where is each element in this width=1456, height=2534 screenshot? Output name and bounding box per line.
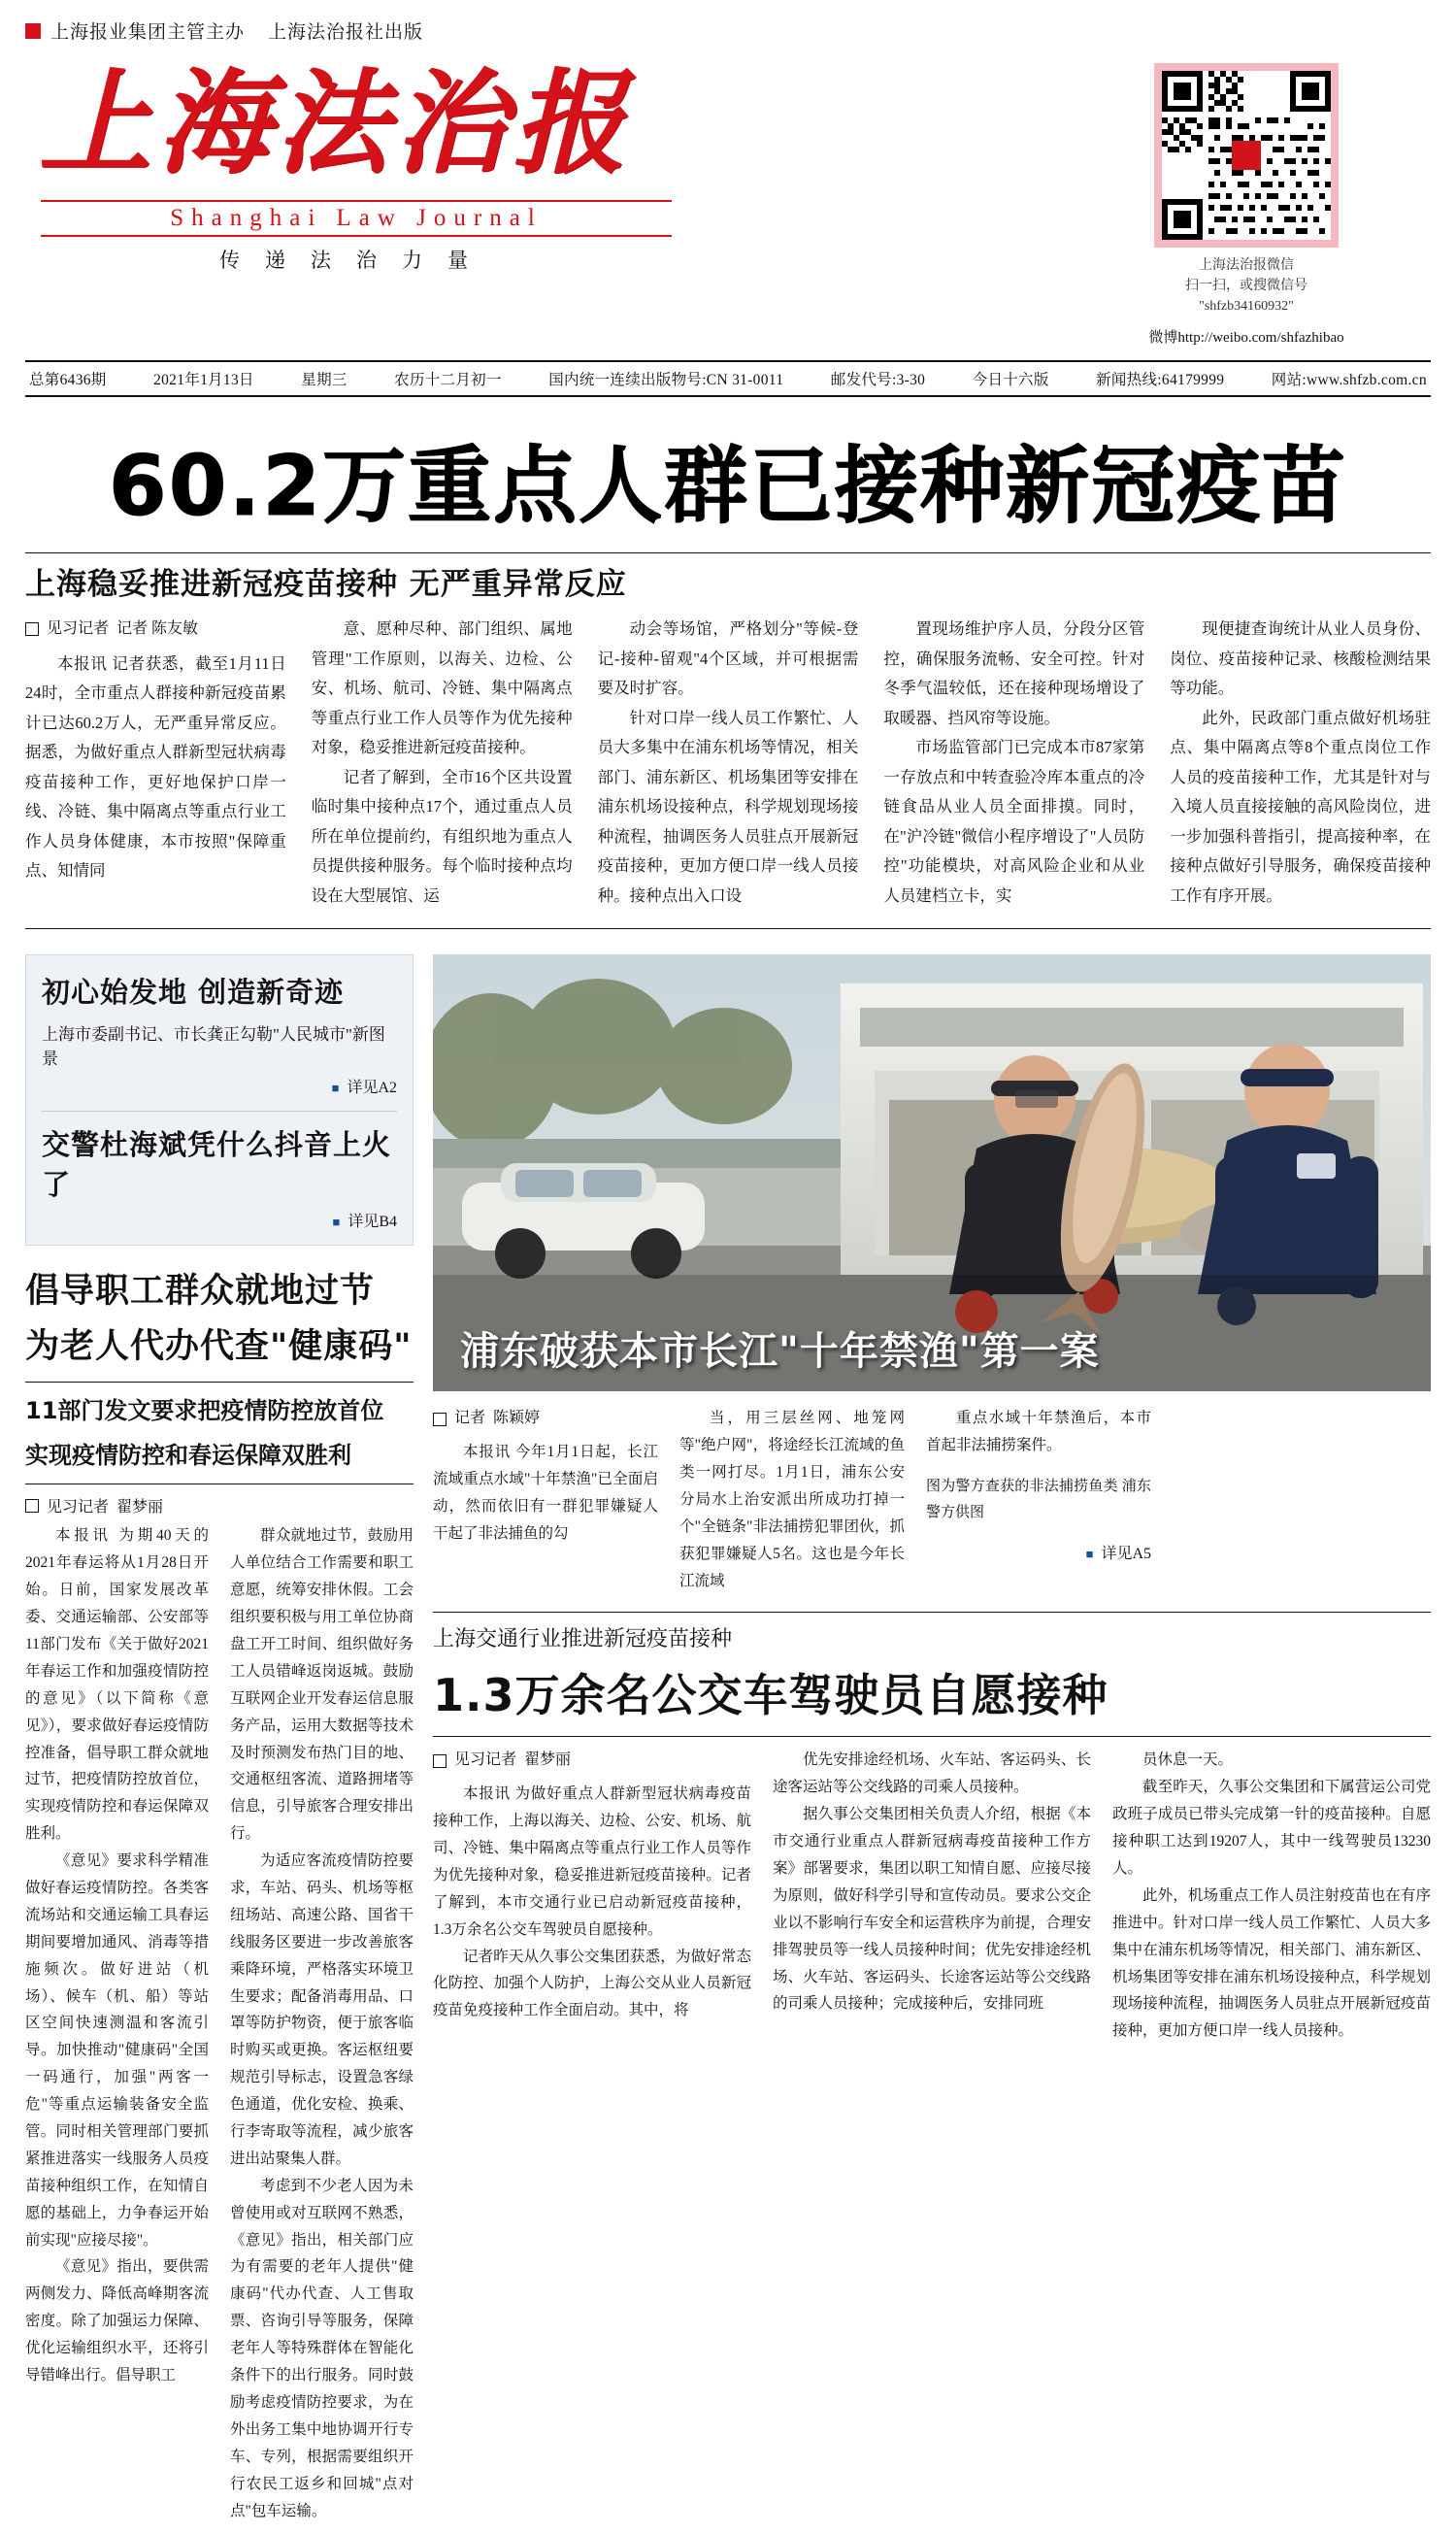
middle-band — [25, 954, 1431, 2524]
lead-byline — [25, 615, 286, 644]
news-hotline: 新闻热线:64179999 — [1096, 372, 1225, 388]
news-photo — [433, 954, 1431, 1391]
photo-story-byline — [433, 1405, 658, 1433]
byline-square-icon — [25, 1499, 39, 1513]
weibo-url: 微博http://weibo.com/shfazhibao — [1148, 330, 1344, 346]
byline-square-icon — [25, 622, 39, 636]
left-article-paragraph: 《意见》要求科学精准做好春运疫情防控。各类客流场站和交通运输工具春运期间要增加通风、消毒等措施频次。做好进站（机场）、候车（机、船）等站区空间快速测温和客流引导。加快推动"健康码"全国一码通行，加强"两客一危"等重点运输装备安全监管。同时相关管理部门要抓紧推进落实一线服务人员疫苗接种组织工作，在知情自愿的基础上，力争春运开始前实现"应接尽接"。 — [25, 1852, 209, 2249]
left-article-byline-name: 翟梦丽 — [116, 1499, 164, 1517]
photo-story-column-3 — [926, 1405, 1151, 1594]
promo-divider — [42, 1111, 397, 1112]
photo-story-column-4 — [1173, 1405, 1398, 1594]
bottom-column-2 — [773, 1747, 1091, 2045]
lead-paragraph: 针对口岸一线人员工作繁忙、人员大多集中在浦东机场等情况，相关部门、浦东新区、机场集团等安排在浦东机场设接种点，科学规划现场接种流程，抽调医务人员驻点开展新冠疫苗接种，更加方便口岸一线人员接种。接种点出入口设 — [597, 708, 859, 905]
bottom-column-1 — [433, 1747, 751, 2045]
left-article-byline-prefix: 见习记者 — [47, 1499, 110, 1517]
newspaper-title-en: Shanghai Law Journal — [170, 205, 543, 231]
left-article-paragraph: 考虑到不少老人因为未曾使用或对互联网不熟悉，《意见》指出，相关部门应为有需要的老年人提供"健康码"代办代查、人工售取票、咨询引导等服务，保障老年人等特殊群体在智能化条件下的出行服务。同时鼓励考虑疫情防控要求，为在外出务工集中地协调开行专车、专列，根据需要组织开行农民工返乡和回城"点对点"包车运输。 — [230, 2177, 414, 2519]
qr-code — [1154, 63, 1339, 248]
photo-headline: 浦东破获本市长江"十年禁渔"第一案 — [460, 1329, 1100, 1375]
left-article-rule — [25, 1382, 414, 1383]
promo-subtitle-1: 上海市委副书记、市长龚正勾勒"人民城市"新图景 — [42, 1025, 385, 1069]
bottom-article-columns — [433, 1747, 1431, 2045]
promo-more-1[interactable] — [42, 1075, 397, 1097]
qr-caption — [1062, 255, 1431, 317]
masthead-left — [25, 50, 744, 274]
bottom-headline: 1.3万余名公交车驾驶员自愿接种 — [433, 1669, 1109, 1722]
bottom-paragraph: 本报讯 为做好重点人群新型冠状病毒疫苗接种工作，上海以海关、边检、公安、机场、航司、冷链、集中隔离点等重点行业工作人员等作为优先接种对象，稳妥推进新冠疫苗接种。记者了解到，本市交通行业已启动新冠疫苗接种，1.3万余名公交车驾驶员自愿接种。 — [433, 1785, 751, 1938]
bottom-headline-rule — [433, 1736, 1431, 1737]
left-article-byline — [25, 1494, 414, 1517]
left-column — [25, 954, 414, 2524]
bottom-kicker: 上海交通行业推进新冠疫苗接种 — [433, 1627, 733, 1652]
square-bullet-icon: ■ — [1085, 1546, 1094, 1561]
promo-more-1-label: 详见A2 — [347, 1080, 397, 1097]
website-url: 网站:www.shfzb.com.cn — [1271, 372, 1427, 388]
issue-date: 2021年1月13日 — [153, 372, 254, 388]
promo-more-2-label: 详见B4 — [347, 1214, 397, 1231]
promo-title-2: 交警杜海斌凭什么抖音上火了 — [42, 1128, 392, 1202]
left-article-columns — [25, 1522, 414, 2524]
photo-story-byline-name: 陈颖婷 — [493, 1410, 541, 1427]
lead-column-1 — [25, 615, 286, 911]
left-article-title-line2: 为老人代办代查"健康码" — [25, 1326, 413, 1366]
byline-square-icon — [433, 1413, 447, 1426]
photo-story-paragraph: 当，用三层丝网、地笼网等"绝户网"，将途经长江流域的鱼类一网打尽。1月1日，浦东公安分局水上治安派出所成功打掉一个"全链条"非法捕捞犯罪团伙，抓获犯罪嫌疑人5名。这也是今年长江流域 — [679, 1410, 905, 1589]
lead-paragraph: 动会等场馆，严格划分"等候-登记-接种-留观"4个区域，并可根据需要及时扩容。 — [597, 619, 859, 698]
lead-paragraph: 意、愿种尽种、部门组织、属地管理"工作原则，以海关、边检、公安、机场、航司、冷链、集中隔离点等重点行业工作人员等作为优先接种对象，稳妥推进新冠疫苗接种。 — [311, 619, 573, 757]
left-article-title-line1: 倡导职工群众就地过节 — [25, 1272, 376, 1312]
publisher-strip — [0, 0, 1456, 50]
issue-lunar-date: 农历十二月初一 — [394, 372, 502, 388]
bottom-section-divider — [433, 1612, 1431, 1613]
publisher-label: 上海法治报社出版 — [268, 22, 424, 43]
photo-story-paragraph: 重点水域十年禁渔后，本市首起非法捕捞案件。 — [926, 1410, 1151, 1454]
byline-square-icon — [433, 1754, 447, 1768]
cn-serial-number: 国内统一连续出版物号:CN 31-0011 — [548, 372, 784, 388]
postal-code: 邮发代号:3-30 — [830, 372, 926, 388]
promo-box — [25, 954, 414, 1246]
qr-caption-line3: "shfzb34160932" — [1199, 299, 1294, 314]
photo-story-columns — [433, 1405, 1431, 1594]
lead-column-5 — [1170, 615, 1431, 911]
newspaper-title-en-frame — [41, 200, 672, 237]
photo-story-byline-prefix: 记者 — [454, 1410, 486, 1427]
qr-caption-line1: 上海法治报微信 — [1199, 258, 1294, 273]
right-column — [433, 954, 1431, 2524]
newspaper-title-cn: 上海法治报 — [39, 57, 631, 189]
page-count: 今日十六版 — [972, 372, 1049, 388]
qr-caption-line2: 扫一扫，或搜微信号 — [1185, 279, 1307, 293]
lead-column-3 — [598, 615, 859, 911]
lead-paragraph: 记者了解到，全市16个区共设置临时集中接种点17个，通过重点人员所在单位提前约，有组织地为重点人员提供接种服务。每个临时接种点均设在大型展馆、运 — [311, 767, 573, 905]
photo-story-more[interactable] — [926, 1541, 1151, 1569]
lead-column-2 — [312, 615, 573, 911]
square-bullet-icon: ■ — [332, 1215, 341, 1230]
bottom-byline — [433, 1747, 751, 1775]
lead-byline-text: 见习记者 — [47, 620, 110, 637]
lead-byline-name: 记者 陈友敏 — [116, 620, 199, 637]
bottom-paragraph: 此外，机场重点工作人员注射疫苗也在有序推进中。针对口岸一线人员工作繁忙、人员大多集中在浦东机场等情况，相关部门、浦东新区、机场集团等安排在浦东机场设接种点，科学规划现场接种流程，抽调医务人员驻点开展新冠疫苗接种，更加方便口岸一线人员接种。 — [1112, 1886, 1431, 2040]
left-article-paragraph: 为适应客流疫情防控要求，车站、码头、机场等枢纽场站、高速公路、国省干线服务区要进一步改善旅客乘降环境，严格落实环境卫生要求；配备消毒用品、口罩等防护物资，便于旅客临时购买或更换。客运枢纽要规范引导标志，设置急客绿色通道，优化安检、换乘、行李寄取等流程，减少旅客进出站聚集人群。 — [230, 1852, 414, 2167]
bottom-paragraph: 截至昨天，久事公交集团和下属营运公司党政班子成员已带头完成第一针的疫苗接种。自愿接种职工达到19207人，其中一线驾驶员13230人。 — [1112, 1779, 1431, 1877]
bottom-paragraph: 优先安排途经机场、火车站、客运码头、长途客运站等公交线路的司乘人员接种。 — [773, 1751, 1091, 1796]
bottom-paragraph: 员休息一天。 — [1142, 1751, 1234, 1769]
left-article-paragraph: 群众就地过节，鼓励用人单位结合工作需要和职工意愿，统筹安排休假。工会组织要积极与用工单位协商盘工开工时间、组织做好务工人员错峰返岗返城。鼓励互联网企业开发春运信息服务产品，运用大数据等技术及时预测发布热门目的地、交通枢纽客流、道路拥堵等信息，引导旅客合理安排出行。 — [230, 1527, 414, 1843]
bottom-column-3 — [1112, 1747, 1431, 2045]
lead-column-4 — [883, 615, 1144, 911]
sponsor-label: 上海报业集团主管主办 — [50, 22, 246, 43]
issue-weekday: 星期三 — [301, 372, 347, 388]
headline-divider — [25, 552, 1431, 553]
photo-story-column-2 — [679, 1405, 905, 1594]
promo-more-2[interactable] — [42, 1209, 397, 1231]
section-divider — [25, 928, 1431, 929]
left-article-sub-1: 11部门发文要求把疫情防控放首位 — [25, 1396, 384, 1424]
masthead — [0, 50, 1456, 347]
qr-code-icon — [1162, 71, 1331, 240]
lead-subheadline: 上海稳妥推进新冠疫苗接种 无严重异常反应 — [25, 567, 627, 602]
bottom-byline-name: 翟梦丽 — [524, 1751, 572, 1769]
promo-title-1: 初心始发地 创造新奇迹 — [42, 976, 345, 1010]
red-square-icon — [25, 23, 41, 39]
left-article-paragraph: 本报讯 为期40天的2021年春运将从1月28日开始。日前，国家发展改革委、交通运输部、公安部等11部门发布《关于做好2021年春运工作和加强疫情防控的意见》（以下简称《意见》），要求做好春运疫情防控准备，倡导职工群众就地过节，把疫情防控放首位，实现疫情防控和春运保障双胜利。 — [25, 1527, 209, 1843]
left-article-paragraph: 《意见》指出，要供需两侧发力、降低高峰期客流密度。除了加强运力保障、优化运输组织水平，还将引导错峰出行。倡导职工 — [25, 2258, 209, 2384]
left-article-sub-2: 实现疫情防控和春运保障双胜利 — [25, 1442, 351, 1470]
lead-paragraph: 此外，民政部门重点做好机场驻点、集中隔离点等8个重点岗位工作人员的疫苗接种工作，尤其是针对与入境人员直接接触的高风险岗位，进一步加强科普指引，提高接种率，在接种点做好引导服务，确保疫苗接种工作有序开展。 — [1170, 708, 1431, 905]
lead-headline: 60.2万重点人群已接种新冠疫苗 — [108, 438, 1348, 535]
left-article-column-1 — [25, 1522, 209, 2524]
issue-number: 总第6436期 — [29, 372, 107, 388]
photo-story-paragraph: 本报讯 今年1月1日起，长江流域重点水域"十年禁渔"已全面启动，然而依旧有一群犯罪嫌疑人干起了非法捕鱼的勾 — [433, 1443, 658, 1542]
bottom-paragraph: 据久事公交集团相关负责人介绍，根据《本市交通行业重点人群新冠病毒疫苗接种工作方案》部署要求，集团以职工知情自愿、应接尽接为原则，做好科学引导和宣传动员。要求公交企业以不影响行车安全和运营秩序为前提，合理安排驾驶员等一线人员接种时间；优先安排途经机场、火车站、客运码头、长途客运站等公交线路的司乘人员接种；完成接种后，安排同班 — [773, 1806, 1091, 2013]
left-article-column-2 — [230, 1522, 414, 2524]
lead-paragraph: 本报讯 记者获悉，截至1月11日24时，全市重点人群接种新冠疫苗累计已达60.2万人，无严重异常反应。据悉，为做好重点人群新型冠状病毒疫苗接种工作，更好地保护口岸一线、冷链、集中隔离点等重点行业工作人员身体健康，本市按照"保障重点、知情同 — [25, 653, 286, 881]
masthead-slogan: 传递法治力量 — [219, 249, 493, 272]
bottom-paragraph: 记者昨天从久事公交集团获悉，为做好常态化防控、加强个人防护，上海公交从业人员新冠疫苗免疫接种工作全面启动。其中，将 — [433, 1948, 751, 2019]
masthead-right — [1062, 50, 1431, 347]
photo-story-column-1 — [433, 1405, 658, 1594]
lead-paragraph: 市场监管部门已完成本市87家第一存放点和中转查验冷库本重点的冷链食品从业人员全面排摸。同时，在"沪冷链"微信小程序增设了"人员防控"功能模块，对高风险企业和从业人员建档立卡，实 — [883, 738, 1145, 905]
square-bullet-icon: ■ — [331, 1081, 340, 1096]
photo-story-more-label: 详见A5 — [1101, 1545, 1151, 1562]
issue-infobar — [25, 360, 1431, 397]
photo-caption: 图为警方查获的非法捕捞鱼类 浦东警方供图 — [926, 1478, 1151, 1520]
lead-article-columns — [25, 615, 1431, 911]
bottom-byline-prefix: 见习记者 — [454, 1751, 517, 1769]
lead-paragraph: 置现场维护序人员，分段分区管控，确保服务流畅、安全可控。针对冬季气温较低，还在接种现场增设了取暖器、挡风帘等设施。 — [883, 619, 1145, 727]
lead-paragraph: 现便捷查询统计从业人员身份、岗位、疫苗接种记录、核酸检测结果等功能。 — [1170, 619, 1431, 698]
